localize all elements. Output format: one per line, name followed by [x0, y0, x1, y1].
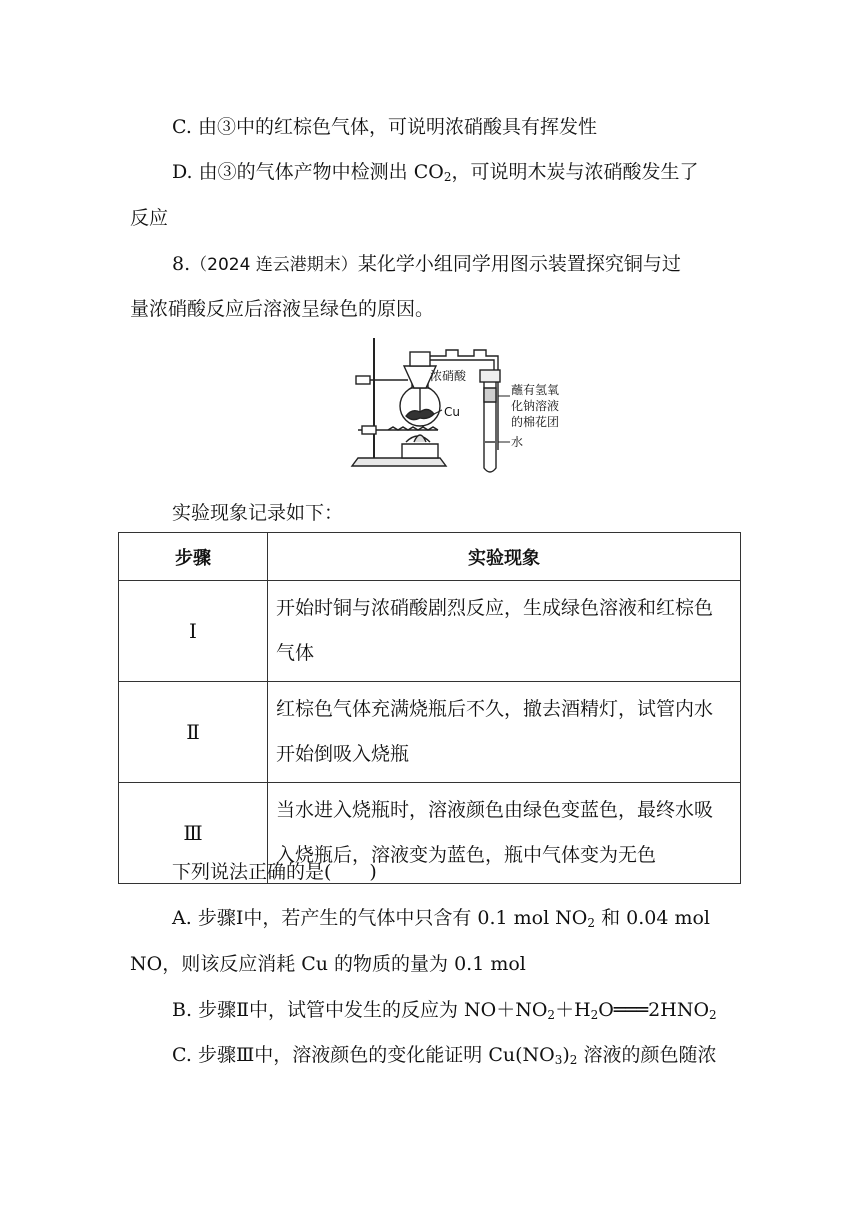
- label-cotton-line-3: 的棉花团: [511, 415, 560, 429]
- option-d-prev-continued: 反应: [130, 207, 169, 229]
- option-b: B. 步骤Ⅱ中，试管中发生的反应为 $NO+NO_2+H_2O═══2HNO_2$: [172, 999, 717, 1022]
- question-source: （2024 连云港期末）: [190, 255, 358, 275]
- observation-table: [118, 532, 741, 884]
- step-cell: Ⅲ: [119, 783, 268, 884]
- option-c: C. 步骤Ⅲ中，溶液颜色的变化能证明 $Cu(NO_3)_2$ 溶液的颜色随浓: [172, 1044, 717, 1067]
- label-copper: Cu: [444, 405, 460, 419]
- question-prompt: 下列说法正确的是( ): [172, 861, 377, 883]
- header-phenomenon: 实验现象: [268, 533, 741, 581]
- step-cell: Ⅱ: [119, 682, 268, 783]
- question-8-stem-continued: 量浓硝酸反应后溶液呈绿色的原因。: [130, 298, 435, 320]
- question-8-stem: 8.（2024 连云港期末）某化学小组同学用图示装置探究铜与过: [172, 253, 681, 275]
- apparatus-figure: [348, 330, 560, 480]
- option-d-prev: D. 由③的气体产物中检测出 $CO_2$，可说明木炭与浓硝酸发生了: [172, 161, 699, 184]
- label-cotton-line-1: 蘸有氢氧: [511, 383, 560, 397]
- phenomenon-cell: 当水进入烧瓶时，溶液颜色由绿色变蓝色，最终水吸 入烧瓶后，溶液变为蓝色，瓶中气体变为无色: [268, 783, 741, 884]
- table-row: [119, 581, 741, 682]
- table-header-row: [119, 533, 741, 581]
- label-water: 水: [511, 435, 524, 449]
- option-a: A. 步骤Ⅰ中，若产生的气体中只含有 0.1 mol $NO_2$ 和 0.04 mol: [172, 907, 710, 930]
- table-row: [119, 682, 741, 783]
- record-intro: 实验现象记录如下：: [172, 502, 344, 524]
- header-step: 步骤: [119, 533, 268, 581]
- step-cell: Ⅰ: [119, 581, 268, 682]
- option-a-continued: NO，则该反应消耗 Cu 的物质的量为 0.1 mol: [130, 953, 526, 975]
- phenomenon-cell: 红棕色气体充满烧瓶后不久，撤去酒精灯，试管内水 开始倒吸入烧瓶: [268, 682, 741, 783]
- option-c-prev: C. 由③中的红棕色气体，可说明浓硝酸具有挥发性: [172, 116, 597, 138]
- phenomenon-cell: 开始时铜与浓硝酸剧烈反应，生成绿色溶液和红棕色 气体: [268, 581, 741, 682]
- label-concentrated-nitric-acid: 浓硝酸: [430, 369, 467, 383]
- label-cotton-line-2: 化钠溶液: [511, 399, 560, 413]
